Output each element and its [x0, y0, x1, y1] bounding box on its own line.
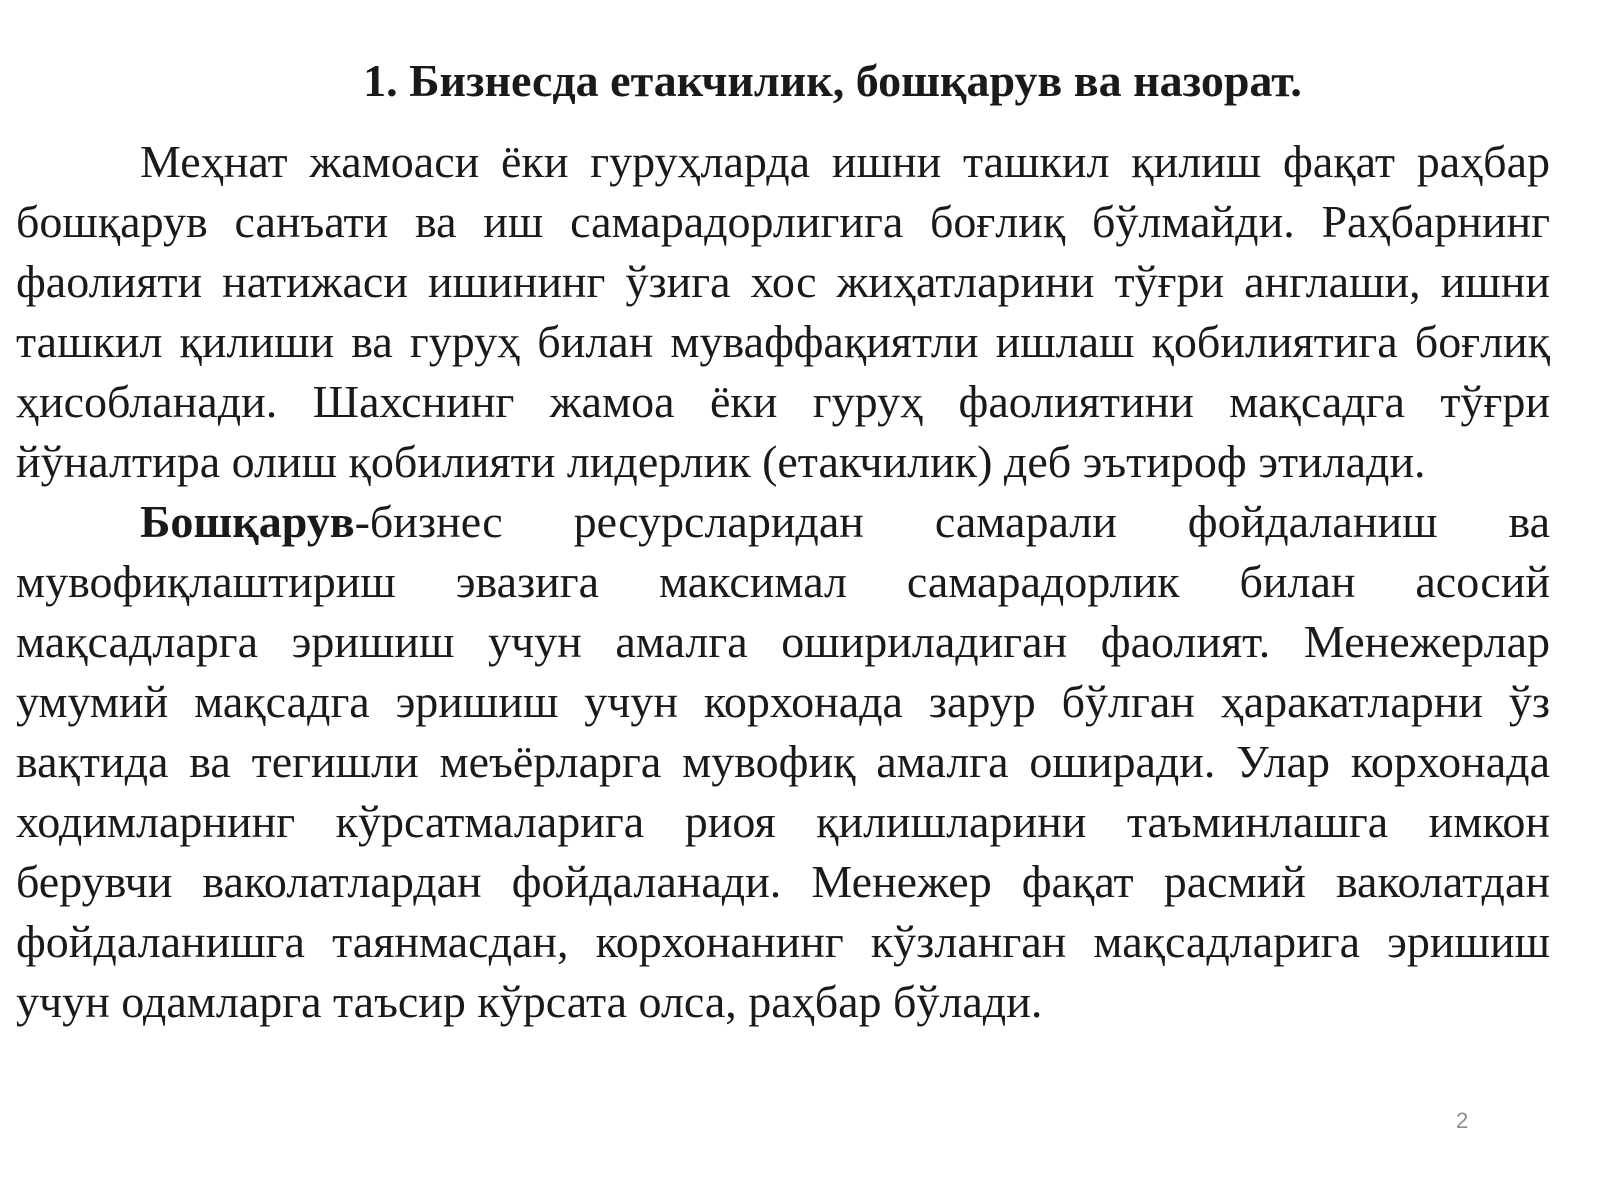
term-management: Бошқарув	[140, 496, 355, 547]
paragraph-management	[16, 492, 1550, 1032]
page-number: 2	[1456, 1108, 1469, 1133]
slide-title: 1. Бизнесда етакчилик, бошқарув ва назорат.	[363, 55, 1302, 106]
body-text	[16, 132, 1550, 1032]
paragraph-leadership: Меҳнат жамоаси ёки гуруҳларда ишни ташкил қилиш фақат раҳбар бошқарув санъати ва иш самарадорлигига боғлиқ бўлмайди. Раҳбарнинг фаолияти натижаси ишининг ўзига хос жиҳатларини тўғри англаши, ишни ташкил қилиши ва гуруҳ билан муваффақиятли ишлаш қобилиятига боғлиқ ҳисобланади. Шахснинг жамоа ёки гуруҳ фаолиятини мақсадга тўғри йўналтира олиш қобилияти лидерлик (етакчилик) деб эътироф этилади.	[16, 136, 1550, 487]
management-definition: -бизнес ресурсларидан самарали фойдаланиш ва мувофиқлаштириш эвазига максимал самарадорлик билан асосий мақсадларга эришиш учун амалга ошириладиган фаолият. Менежерлар умумий мақсадга эришиш учун корхонада зарур бўлган ҳаракатларни ўз вақтида ва тегишли меъёрларга мувофиқ амалга оширади. Улар корхонада ходимларнинг кўрсатмаларига риоя қилишларини таъминлашга имкон берувчи ваколатлардан фойдаланади. Менежер фақат расмий ваколатдан фойдаланишга таянмасдан, корхонанинг кўзланган мақсадларига эришиш учун одамларга таъсир кўрсата олса, раҳбар бўлади.	[16, 496, 1550, 1027]
